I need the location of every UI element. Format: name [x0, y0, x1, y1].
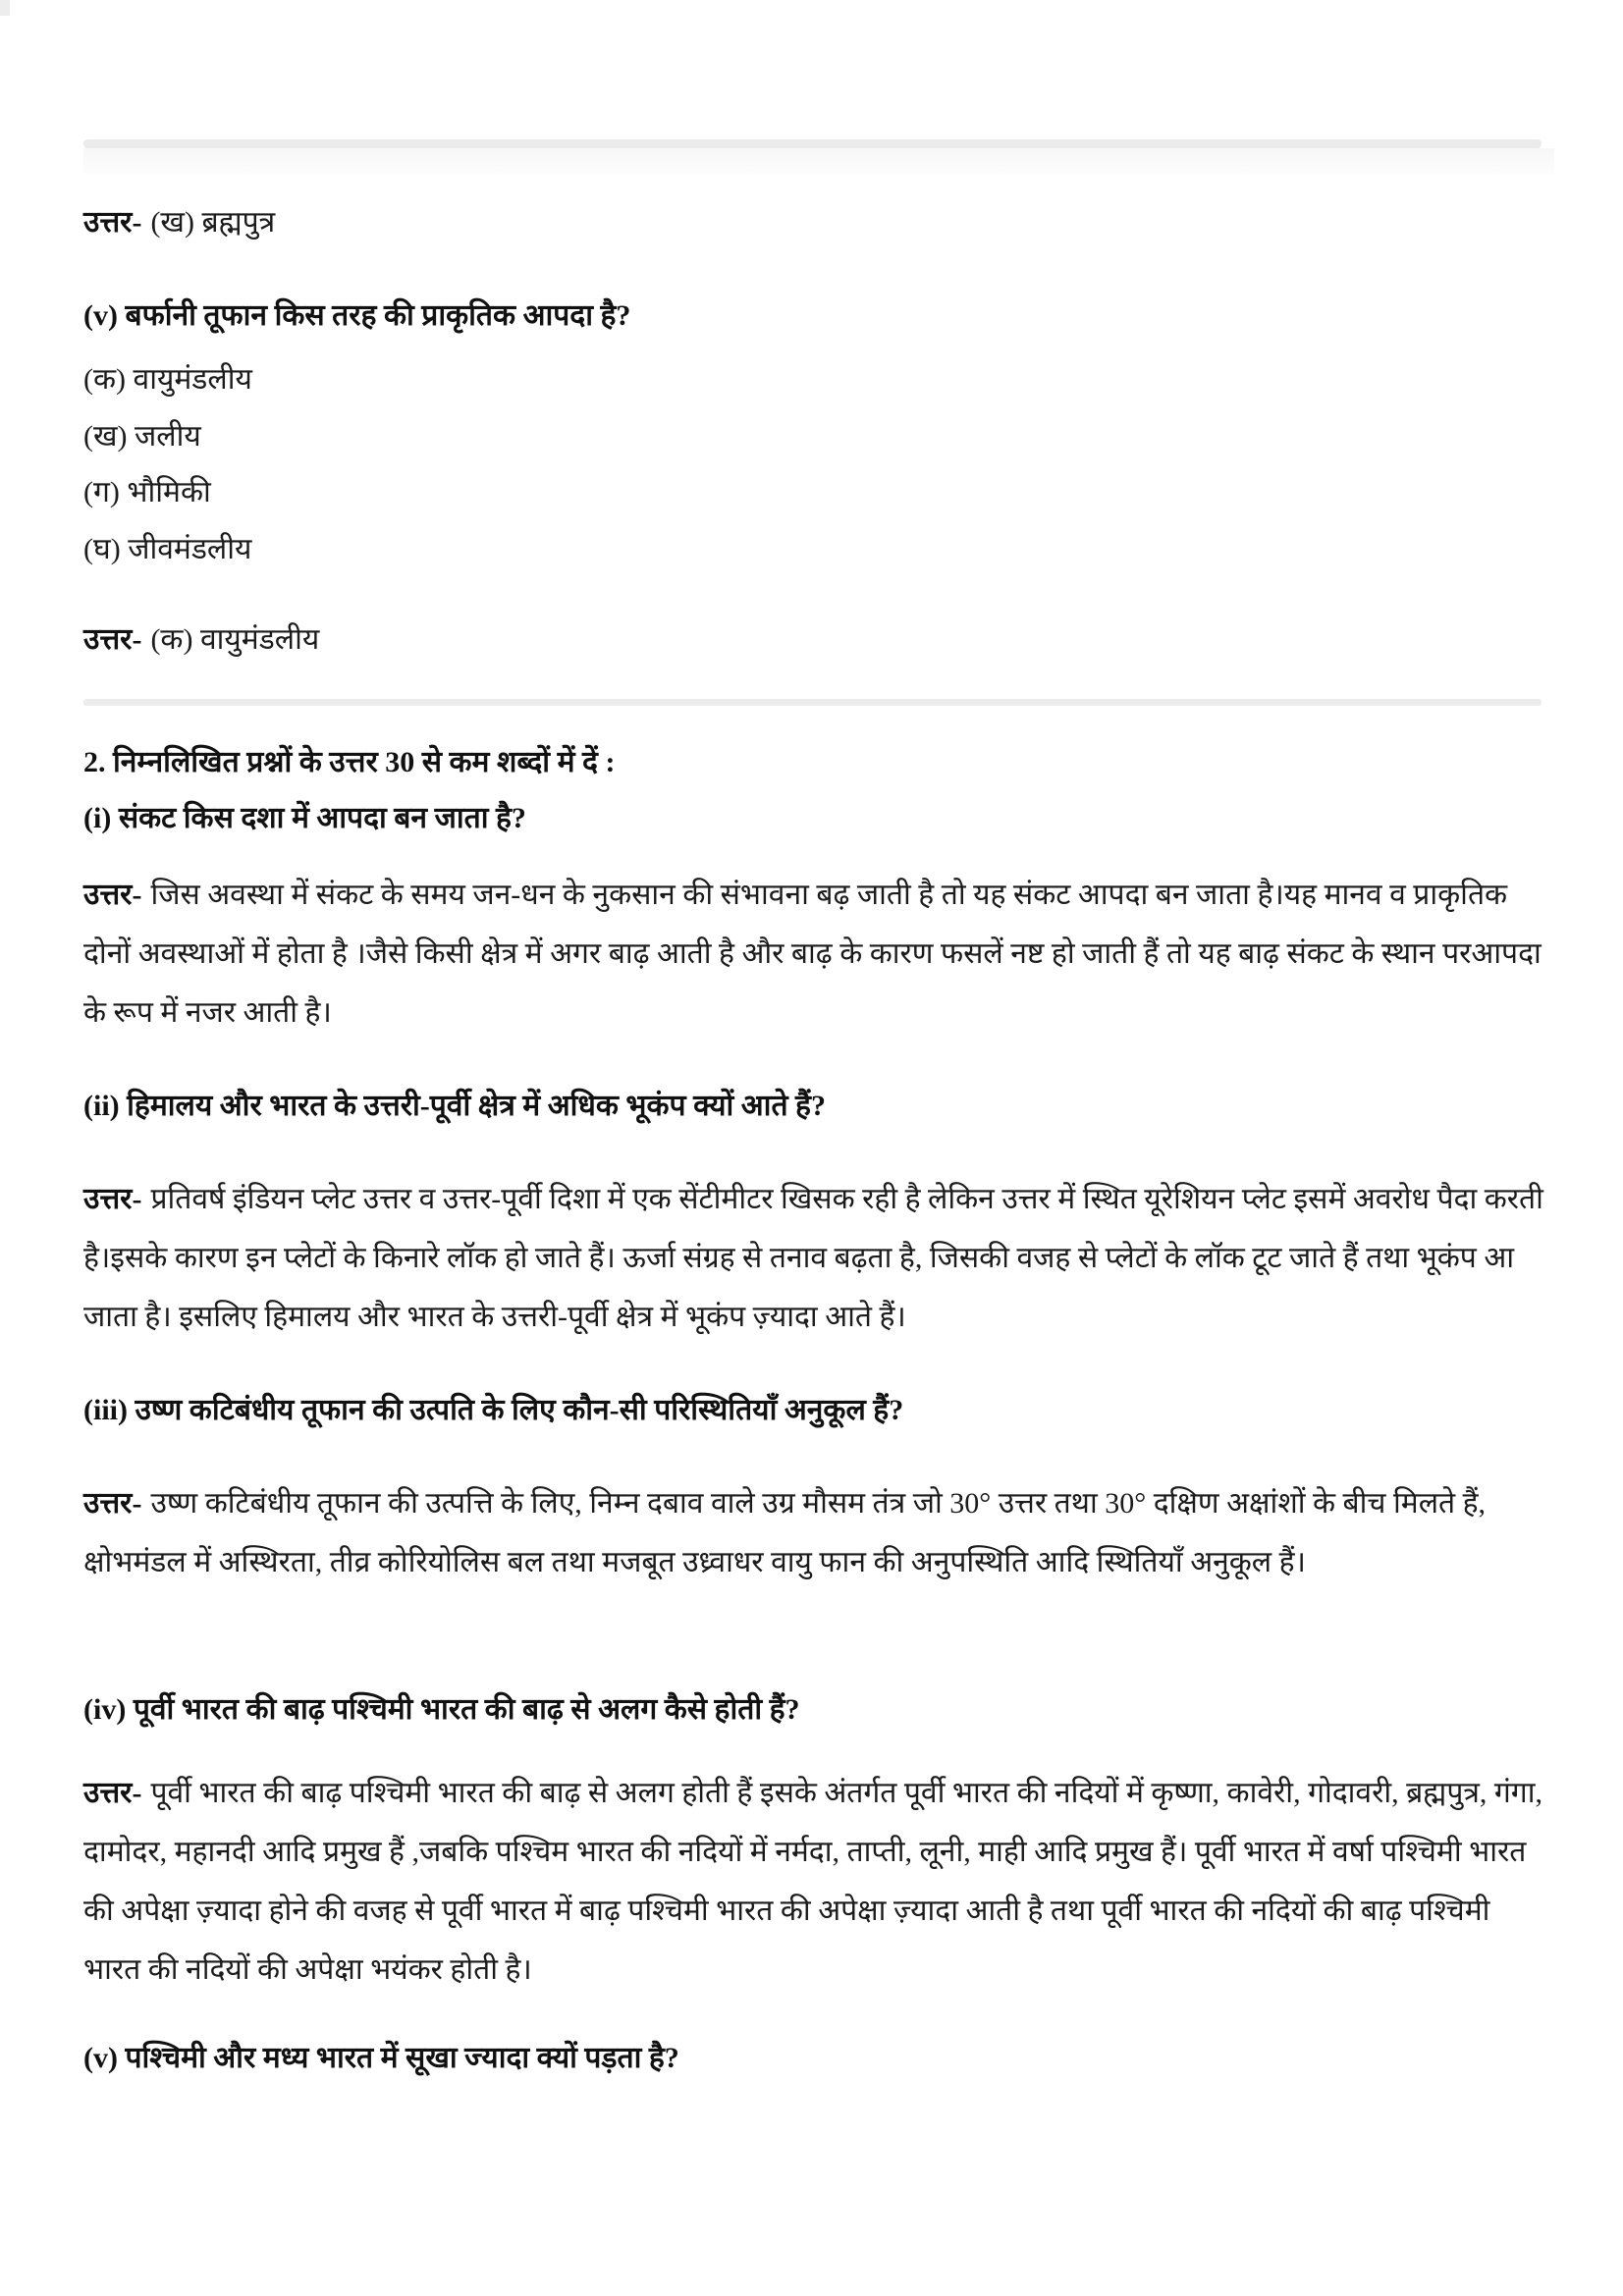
question-iii: (iii) उष्ण कटिबंधीय तूफान की उत्पति के लिए कौन-सी परिस्थितियाँ अनुकूल हैं? [83, 1394, 904, 1426]
answer-text: जिस अवस्था में संकट के समय जन-धन के नुकसान की संभावना बढ़ जाती है तो यह संकट आपदा बन जाता है।यह मानव व प्राकृतिक दोनों अवस्थाओं में होता है ।जैसे किसी क्षेत्र में अगर बाढ़ आती है और बाढ़ के कारण फसलें नष्ट हो जाती हैं तो यह बाढ़ संकट के स्थान परआपदा के रूप में नजर आती है। [83, 879, 1542, 1029]
top-divider-shadow [83, 148, 1554, 174]
question-v: (v) बर्फानी तूफान किस तरह की प्राकृतिक आपदा है? [83, 299, 631, 332]
answer-paragraph-iv [83, 1764, 1546, 2000]
answer-label: उत्तर- [83, 1487, 142, 1520]
answer-text: (ख) ब्रह्मपुत्र [150, 206, 276, 239]
answer-line-v [83, 618, 1544, 662]
answer-text: उष्ण कटिबंधीय तूफान की उत्पत्ति के लिए, निम्न दबाव वाले उग्र मौसम तंत्र जो 30° उत्तर तथा 30° दक्षिण अक्षांशों के बीच मिलते हैं, क्षोभमंडल में अस्थिरता, तीव्र कोरियोलिस बल तथा मजबूत उध्र्वाधर वायु फान की अनुपस्थिति आदि स्थितियाँ अनुकूल हैं। [83, 1487, 1487, 1578]
top-divider [83, 139, 1542, 148]
option-c: (ग) भौमिकी [83, 476, 211, 508]
answer-text: पूर्वी भारत की बाढ़ पश्चिमी भारत की बाढ़ से अलग होती हैं इसके अंतर्गत पूर्वी भारत की नदियों में कृष्णा, कावेरी, गोदावरी, ब्रह्मपुत्र, गंगा, दामोदर, महानदी आदि प्रमुख हैं ,जबकि पश्चिम भारत की नदियों में नर्मदा, ताप्ती, लूनी, माही आदि प्रमुख हैं। पूर्वी भारत में वर्षा पश्चिमी भारत की अपेक्षा ज़्यादा होने की वजह से पूर्वी भारत में बाढ़ पश्चिमी भारत की अपेक्षा ज़्यादा आती है तथा पूर्वी भारत की नदियों की बाढ़ पश्चिमी भारत की नदियों की अपेक्षा भयंकर होती है। [83, 1777, 1542, 1986]
answer-paragraph-iii [83, 1474, 1546, 1592]
answer-label: उत्तर- [83, 206, 142, 239]
option-b: (ख) जलीय [83, 420, 201, 453]
answer-paragraph-ii [83, 1170, 1546, 1347]
answer-text: (क) वायुमंडलीय [150, 623, 320, 656]
answer-label: उत्तर- [83, 1777, 142, 1809]
answer-label: उत्तर- [83, 623, 142, 656]
answer-label: उत्तर- [83, 1183, 142, 1215]
question-iv: (iv) पूर्वी भारत की बाढ़ पश्चिमी भारत की बाढ़ से अलग कैसे होती हैं? [83, 1693, 800, 1726]
question-ii: (ii) हिमालय और भारत के उत्तरी-पूर्वी क्षेत्र में अधिक भूकंप क्यों आते हैं? [83, 1090, 826, 1122]
page-corner-artifact [0, 0, 10, 16]
answer-text: प्रतिवर्ष इंडियन प्लेट उत्तर व उत्तर-पूर्वी दिशा में एक सेंटीमीटर खिसक रही है लेकिन उत्तर में स्थित यूरेशियन प्लेट इसमें अवरोध पैदा करती है।इसके कारण इन प्लेटों के किनारे लॉक हो जाते हैं। ऊर्जा संग्रह से तनाव बढ़ता है, जिसकी वजह से प्लेटों के लॉक टूट जाते हैं तथा भूकंप आ जाता है। इसलिए हिमालय और भारत के उत्तरी-पूर्वी क्षेत्र में भूकंप ज़्यादा आते हैं। [83, 1183, 1543, 1333]
answer-paragraph-i [83, 866, 1546, 1042]
option-d: (घ) जीवमंडलीय [83, 533, 252, 565]
answer-label: उत्तर- [83, 879, 142, 911]
question-v2: (v) पश्चिमी और मध्य भारत में सूखा ज्यादा क्यों पड़ता है? [83, 2042, 679, 2074]
option-a: (क) वायुमंडलीय [83, 363, 252, 396]
question-i: (i) संकट किस दशा में आपदा बन जाता है? [83, 802, 526, 834]
section-heading: 2. निम्नलिखित प्रश्नों के उत्तर 30 से कम शब्दों में दें : [83, 746, 616, 778]
answer-line-prev [83, 201, 1544, 244]
section-divider [83, 699, 1542, 706]
